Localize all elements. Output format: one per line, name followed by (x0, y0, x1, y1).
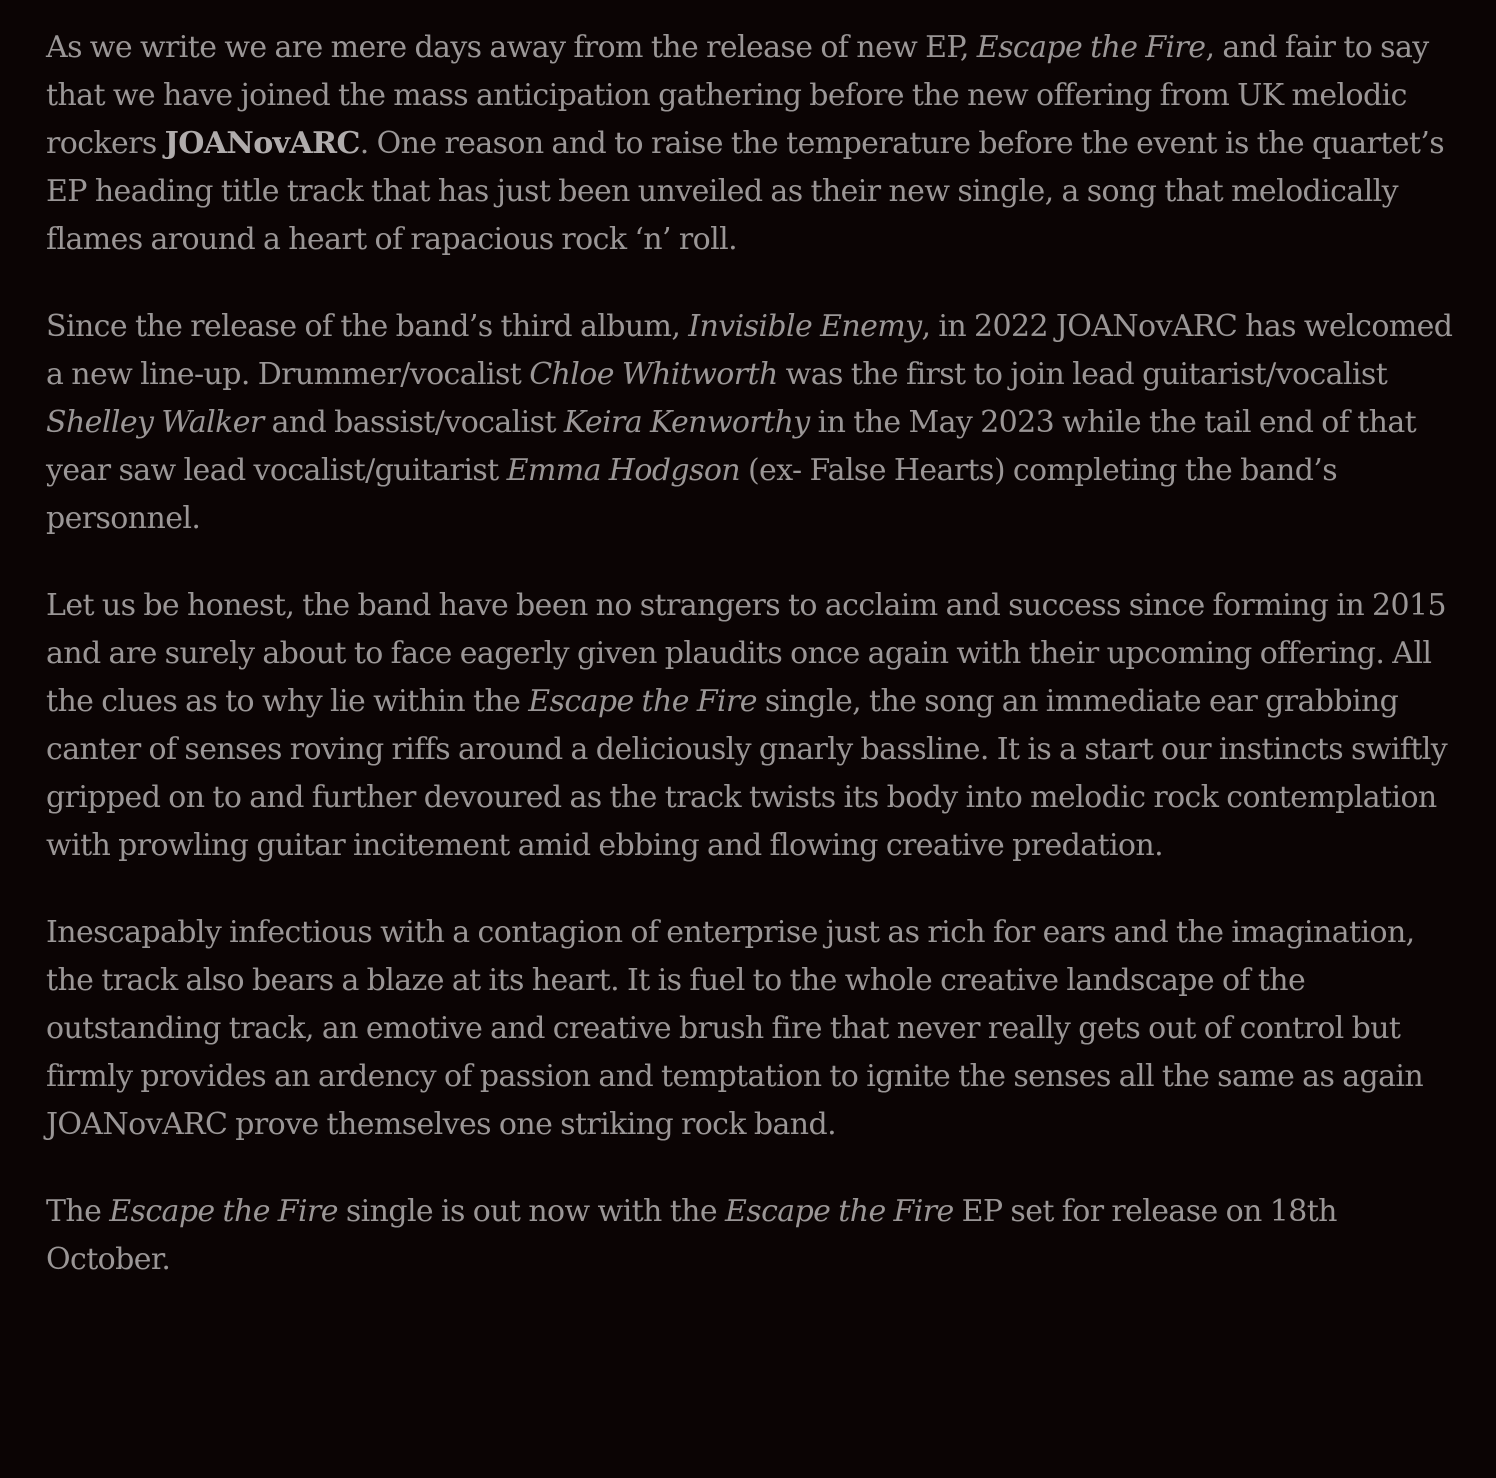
paragraph-text: Let us be honest, the band have been no strangers to acclaim and success since forming in 2015 and are surely about to face eagerly given plaudits once again with their upcoming offering. All the clues as to why lie within the (46, 588, 1446, 719)
single-title: Escape the Fire (109, 1194, 338, 1229)
paragraph-text: , in 2022 JOANovARC has welcomed a new line-up. Drummer/vocalist (46, 309, 1453, 392)
member-name: Chloe Whitworth (529, 357, 778, 392)
paragraph-text: EP set for release on 18th October. (46, 1194, 1337, 1277)
single-title: Escape the Fire (528, 684, 757, 719)
paragraph (46, 909, 1456, 1149)
article-body (46, 24, 1456, 1323)
member-name: Shelley Walker (46, 405, 264, 440)
paragraph-text: Inescapably infectious with a contagion of enterprise just as rich for ears and the imagination, the track also bears a blaze at its heart. It is fuel to the whole creative landscape of the outstanding track, an emotive and creative brush fire that never really gets out of control but firmly provides an ardency of passion and temptation to ignite the senses all the same as again JOANovARC prove themselves one striking rock band. (46, 915, 1424, 1142)
paragraph-text: The (46, 1194, 110, 1229)
paragraph (46, 1188, 1456, 1284)
ep-title: Escape the Fire (976, 30, 1206, 65)
album-title: Invisible Enemy (688, 309, 922, 344)
paragraph-text: was the first to join lead guitarist/vocalist (777, 357, 1388, 392)
paragraph-text: (ex- False Hearts) completing the band’s personnel. (46, 453, 1338, 536)
ep-title: Escape the Fire (724, 1194, 954, 1229)
paragraph (46, 582, 1456, 870)
paragraph-text: , and fair to say that we have joined the mass anticipation gathering before the new offering from UK melodic rockers (46, 30, 1429, 161)
paragraph (46, 24, 1456, 264)
member-name: Emma Hodgson (506, 453, 741, 488)
paragraph (46, 303, 1456, 543)
member-name: Keira Kenworthy (563, 405, 810, 440)
paragraph-text: and bassist/vocalist (263, 405, 564, 440)
paragraph-text: single is out now with the (337, 1194, 725, 1229)
paragraph-text: . One reason and to raise the temperature before the event is the quartet’s EP heading title track that has just been unveiled as their new single, a song that melodically flames around a heart of rapacious rock ‘n’ roll. (46, 126, 1445, 257)
paragraph-text: in the May 2023 while the tail end of that year saw lead vocalist/guitarist (46, 405, 1417, 488)
paragraph-text: As we write we are mere days away from the release of new EP, (46, 30, 977, 65)
band-name: JOANovARC (164, 126, 360, 161)
paragraph-text: Since the release of the band’s third album, (46, 309, 689, 344)
paragraph-text: single, the song an immediate ear grabbing canter of senses roving riffs around a deliciously gnarly bassline. It is a start our instincts swiftly gripped on to and further devoured as the track twists its body into melodic rock contemplation with prowling guitar incitement amid ebbing and flowing creative predation. (46, 684, 1448, 863)
